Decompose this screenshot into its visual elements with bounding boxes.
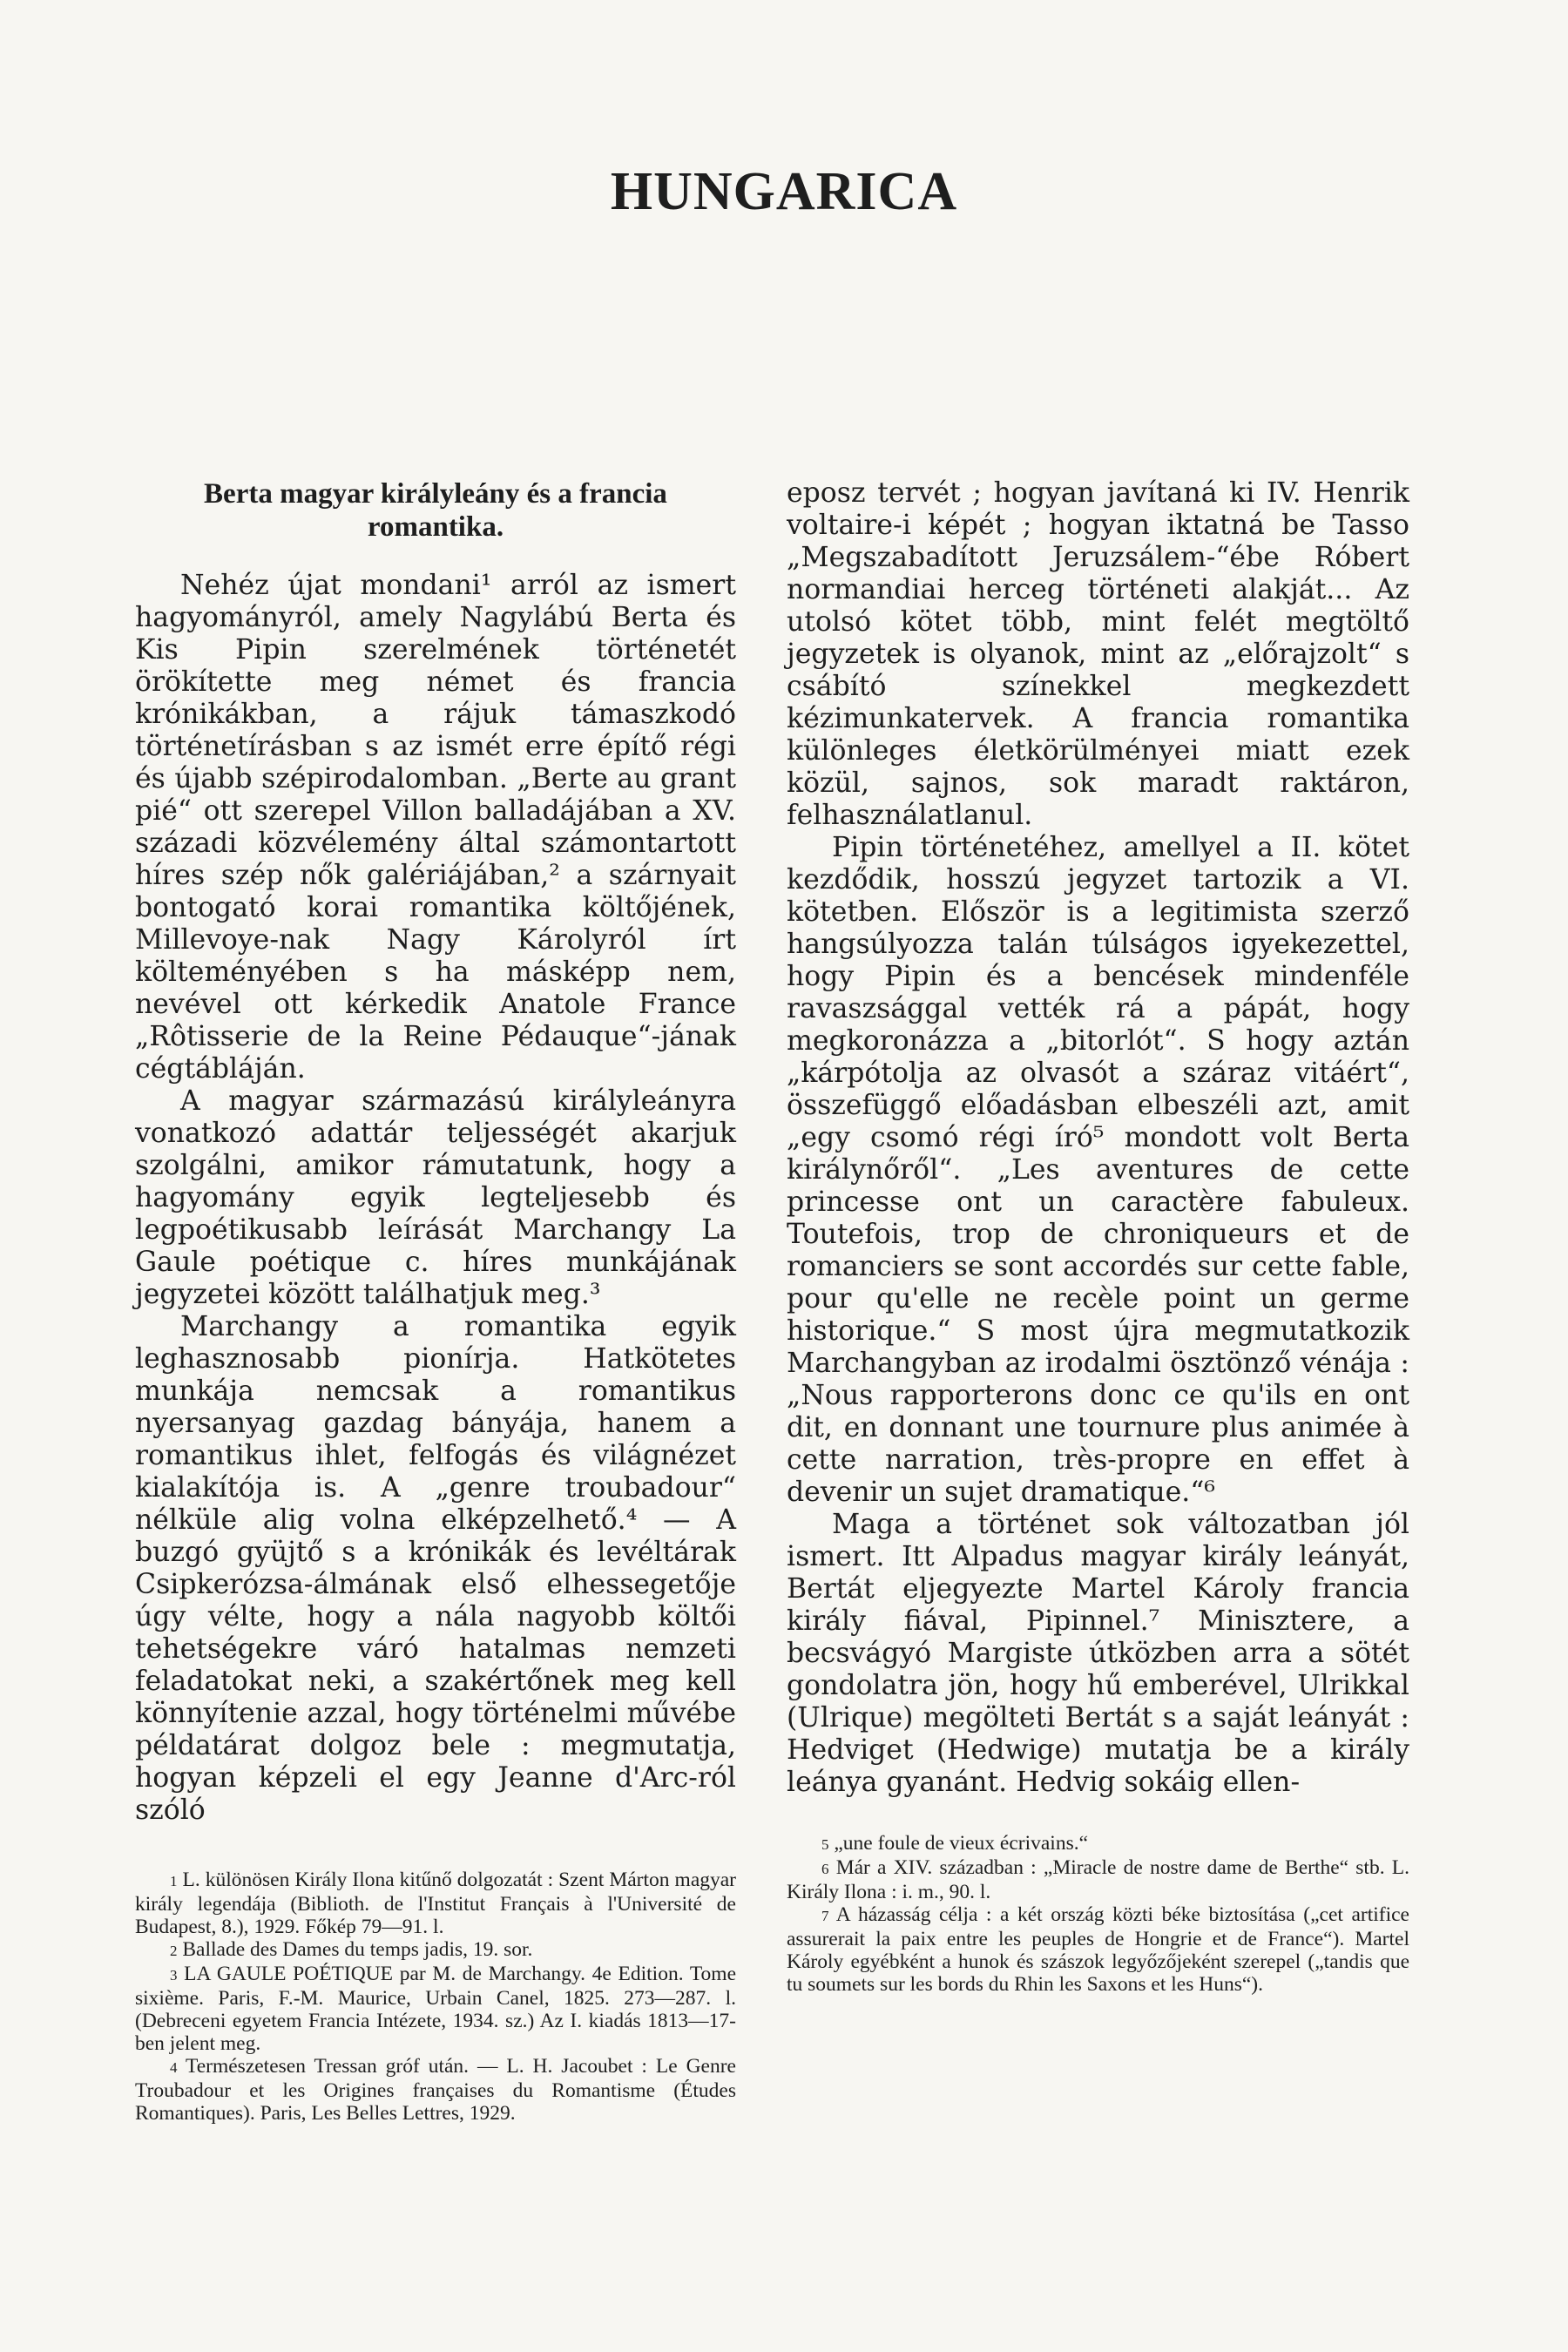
paragraph: Marchangy a romantika egyik leghasznosabb pionírja. Hatkötetes munkája nemcsak a romantikus nyersanyag gazdag bányája, hanem a romantikus ihlet, felfogás és világnézet kialakítója is. A „genre troubadour“ nélküle alig volna elképzelhető.⁴ — A buzgó gyüjtő s a krónikák és levéltárak Csipkerózsa-álmának első elhessegetője úgy vélte, hogy a nála nagyobb költői tehetségekre váró hatalmas nemzeti feladatokat neki, a szakértőnek meg kell könnyítenie azzal, hogy történelmi művébe példatárat dolgoz bele : megmutatja, hogyan képzeli el egy Jeanne d'Arc-ról szóló [135,1311,736,1826]
footnote-number: 4 [170,2059,178,2076]
footnote [135,1963,736,2055]
footnote-text: „une foule de vieux écrivains.“ [834,1832,1089,1855]
footnote-number: 2 [170,1943,178,1959]
footnote [787,1903,1409,1996]
article-title: Berta magyar királyleány és a francia romantika. [204,478,667,543]
paragraph: Maga a történet sok változatban jól ismert. Itt Alpadus magyar király leányát, Bertát eljegyezte Martel Károly francia király fiával, Pipinnel.⁷ Minisztere, a becsvágyó Margiste útközben arra a sötét gondolatra jön, hogy hű emberével, Ulrikkal (Ulrique) megölteti Bertát s a saját leányát : Hedviget (Hedwige) mutatja be a király leánya gyanánt. Hedvig sokáig ellen- [787,1509,1409,1798]
footnote-text: Ballade des Dames du temps jadis, 19. sor. [182,1938,533,1961]
footnote-number: 6 [821,1861,829,1877]
footnote-text: A házasság célja : a két ország közti béke biztosítása („cet artifice assurerait la paix entre les peuples de Hongrie et de France“). Martel Károly egyébként a hunok és szászok legyőzőjeként szerepel („tandis que tu soumets sur les bords du Rhin les Saxons et les Huns“). [787,1903,1409,1996]
footnote-text: LA GAULE POÉTIQUE par M. de Marchangy. 4e Edition. Tome sixième. Paris, F.-M. Maurice, Urbain Canel, 1825. 273—287. l. (Debreceni egyetem Francia Intézete, 1934. sz.) Az I. kiadás 1813—17-ben jelent meg. [135,1963,737,2055]
footnote-number: 1 [170,1873,178,1889]
paragraph: eposz tervét ; hogyan javítaná ki IV. Henrik voltaire-i képét ; hogyan iktatná be Tasso „Megszabadított Jeruzsálem-“ébe Róbert normandiai herceg történeti alakját... Az utolsó kötet több, mint felét megtöltő jegyzetek is olyanok, mint az „előrajzolt“ s csábító színekkel megkezdett kézimunkatervek. A francia romantika különleges életkörülményei miatt ezek közül, sajnos, sok maradt raktáron, felhasználatlanul. [787,477,1409,831]
footnote [135,2055,736,2125]
left-column [135,477,736,2125]
footnote-text: Már a XIV. században : „Miracle de nostre dame de Berthe“ stb. L. Király Ilona : i. m., 90. l. [787,1856,1409,1903]
footnote-number: 3 [170,1967,178,1984]
right-column [787,477,1409,1996]
paragraph: A magyar származású királyleányra vonatkozó adattár teljességét akarjuk szolgálni, amikor rámutatunk, hogy a hagyomány egyik legteljesebb és legpoétikusabb leírását Marchangy La Gaule poétique c. híres munkájának jegyzetei között találhatjuk meg.³ [135,1085,736,1310]
footnote [135,1869,736,1938]
paragraph: Nehéz újat mondani¹ arról az ismert hagyományról, amely Nagylábú Berta és Kis Pipin szerelmének történetét örökítette meg német és francia krónikákban, a rájuk támaszkodó történetírásban s az ismét erre építő régi és újabb szépirodalomban. „Berte au grant pié“ ott szerepel Villon balladájában a XV. századi közvélemény által számontartott híres szép nők galériájában,² a szárnyait bontogató korai romantika költőjének, Millevoye-nak Nagy Károlyról írt költeményében s ha másképp nem, nevével ott kérkedik Anatole France „Rôtisserie de la Reine Pédauque“-jának cégtábláján. [135,570,736,1085]
footnote [787,1856,1409,1903]
footnote-text: L. különösen Király Ilona kitűnő dolgozatát : Szent Márton magyar király legendája (Biblioth. de l'Institut Français à l'Université de Budapest, 8.), 1929. Főkép 79—91. l. [135,1869,737,1938]
footnote [787,1832,1409,1856]
right-body [787,477,1409,1799]
page-header-title: HUNGARICA [610,162,958,221]
footnotes-right [787,1832,1409,1996]
left-body [135,570,736,1827]
paragraph: Pipin történetéhez, amellyel a II. kötet kezdődik, hosszú jegyzet tartozik a VI. kötetben. Először is a legitimista szerző hangsúlyozza talán túlságos igyekezettel, hogy Pipin és a bencések mindenféle ravaszsággal vették rá a pápát, hogy megkoronázza a „bitorlót“. S hogy aztán „kárpótolja az olvasót a száraz vitáért“, összefüggő előadásban elbeszéli azt, amit „egy csomó régi író⁵ mondott volt Berta királynőről“. „Les aventures de cette princesse ont un caractère fabuleux. Toutefois, trop de chroniqueurs et de romanciers se sont accordés sur cette fable, pour qu'elle ne recèle point un germe historique.“ S most újra megmutatkozik Marchangyban az irodalmi ösztönző vénája : „Nous rapporterons donc ce qu'ils en ont dit, en donnant une tournure plus animée à cette narration, très-propre en effet à devenir un sujet dramatique.“⁶ [787,832,1409,1508]
footnote-number: 7 [821,1908,829,1924]
footnote-text: Természetesen Tressan gróf után. — L. H. Jacoubet : Le Genre Troubadour et les Origines françaises du Romantisme (Études Romantiques). Paris, Les Belles Lettres, 1929. [135,2055,736,2125]
footnotes-left [135,1869,736,2125]
footnote-number: 5 [821,1836,829,1853]
footnote [135,1938,736,1963]
